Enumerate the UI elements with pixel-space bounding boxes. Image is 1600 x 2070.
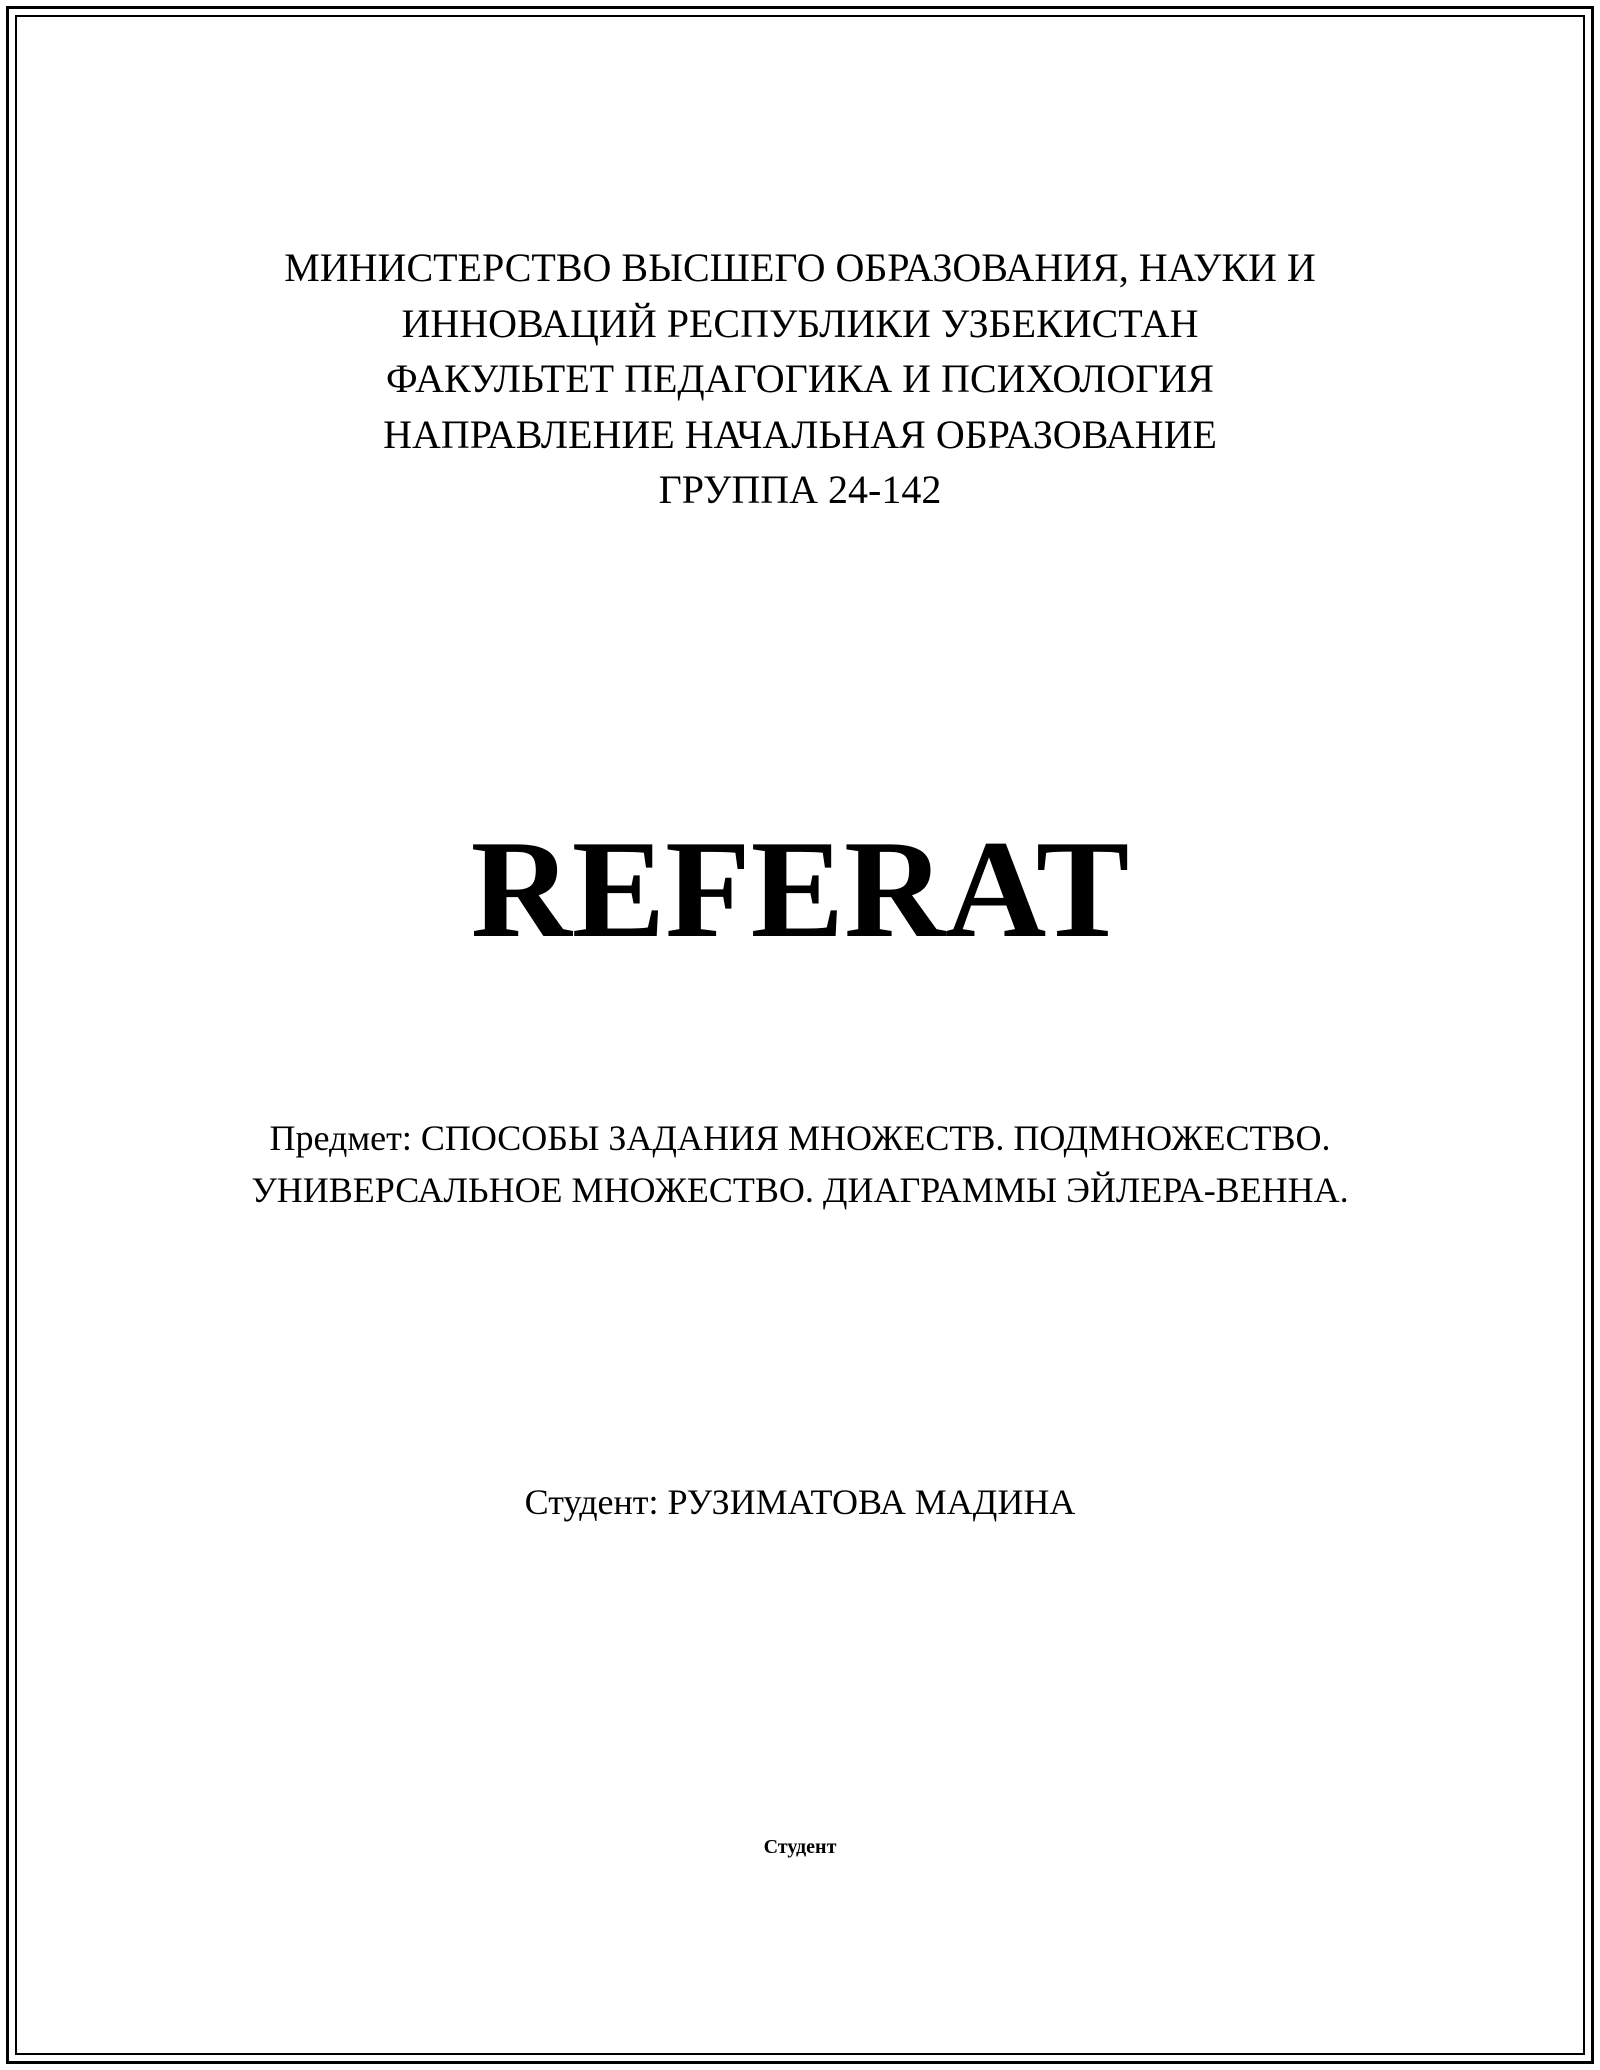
institution-header [0, 240, 1600, 518]
student-name: Студент: РУЗИМАТОВА МАДИНА [524, 1482, 1076, 1522]
header-line: ГРУППА 24-142 [658, 467, 942, 512]
subject-line: УНИВЕРСАЛЬНОЕ МНОЖЕСТВО. ДИАГРАММЫ ЭЙЛЕРА-ВЕННА. [251, 1170, 1349, 1210]
header-line: МИНИСТЕРСТВО ВЫСШЕГО ОБРАЗОВАНИЯ, НАУКИ И [284, 245, 1316, 290]
subject-line: Предмет: СПОСОБЫ ЗАДАНИЯ МНОЖЕСТВ. ПОДМНОЖЕСТВО. [269, 1118, 1331, 1158]
footer-student-label: Студент [763, 1836, 837, 1858]
document-title: REFERAT [470, 812, 1130, 967]
header-line: НАПРАВЛЕНИЕ НАЧАЛЬНАЯ ОБРАЗОВАНИЕ [383, 411, 1217, 457]
header-line: ИННОВАЦИЙ РЕСПУБЛИКИ УЗБЕКИСТАН [401, 300, 1199, 346]
subject-block [0, 1112, 1600, 1216]
header-line: ФАКУЛЬТЕТ ПЕДАГОГИКА И ПСИХОЛОГИЯ [386, 356, 1214, 401]
